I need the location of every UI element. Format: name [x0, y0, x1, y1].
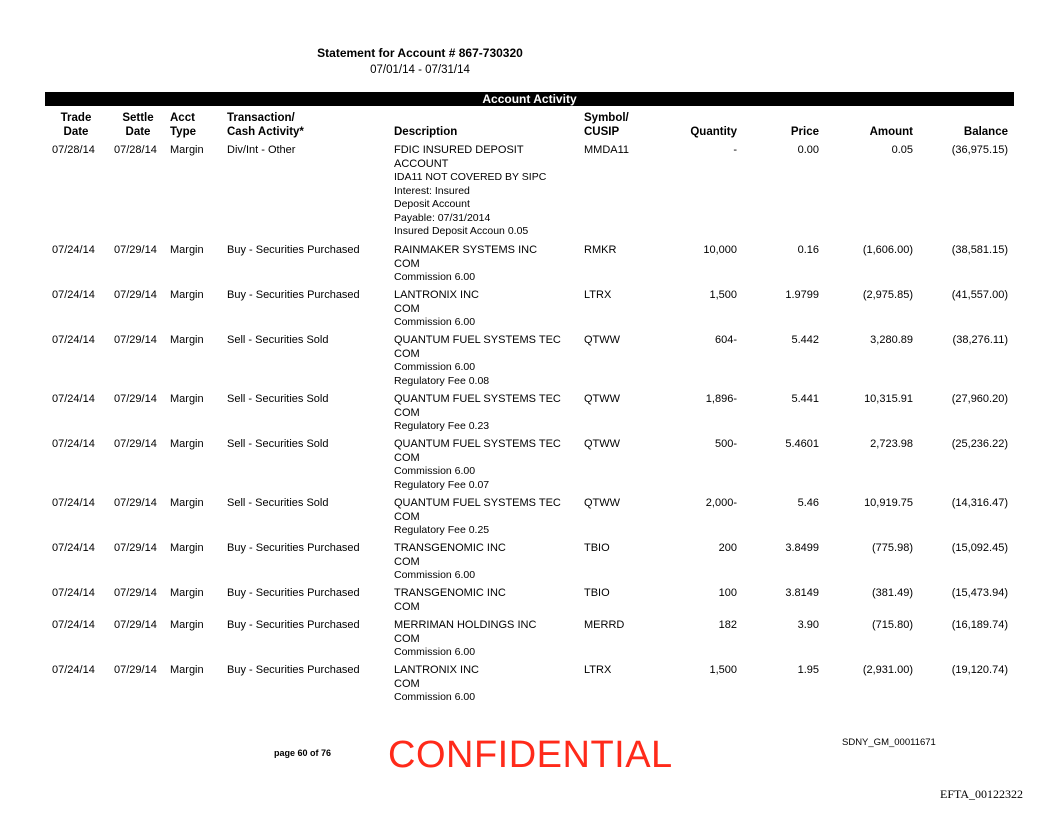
price: 3.90 — [797, 619, 819, 631]
price: 5.46 — [797, 497, 819, 509]
quantity: 500- — [714, 438, 737, 450]
amount: 2,723.98 — [870, 438, 913, 450]
description-line: Regulatory Fee 0.07 — [394, 478, 490, 491]
description — [394, 244, 574, 285]
description — [394, 587, 574, 614]
symbol: TBIO — [584, 542, 610, 554]
statement-title: Statement for Account # 867-730320 — [317, 46, 523, 60]
balance: (15,092.45) — [951, 542, 1008, 554]
symbol: LTRX — [584, 664, 612, 676]
description-line: COM — [394, 677, 420, 690]
settle-date: 07/29/14 — [114, 542, 157, 554]
amount: 10,315.91 — [864, 393, 913, 405]
trade-date: 07/24/14 — [52, 497, 95, 509]
description-line: COM — [394, 510, 420, 523]
symbol: QTWW — [584, 438, 621, 450]
quantity: 200 — [718, 542, 737, 554]
description — [394, 542, 574, 583]
description-line: IDA11 NOT COVERED BY SIPC — [394, 171, 547, 183]
amount: 10,919.75 — [864, 497, 913, 509]
description-line: Commission 6.00 — [394, 361, 476, 373]
balance: (16,189.74) — [951, 619, 1008, 631]
symbol: MERRD — [584, 619, 625, 631]
price: 0.00 — [797, 144, 819, 156]
settle-date: 07/29/14 — [114, 587, 157, 599]
settle-date: 07/28/14 — [114, 144, 157, 156]
transaction-type: Buy - Securities Purchased — [227, 542, 360, 554]
symbol: RMKR — [584, 244, 617, 256]
acct-type: Margin — [170, 542, 204, 554]
balance: (27,960.20) — [951, 393, 1008, 405]
description-line: COM — [394, 257, 420, 270]
statement-period: 07/01/14 - 07/31/14 — [370, 64, 470, 76]
price: 0.16 — [797, 244, 819, 256]
page-number: page 60 of 76 — [274, 748, 332, 758]
acct-type: Margin — [170, 289, 204, 301]
amount: (715.80) — [872, 619, 913, 631]
quantity: 182 — [718, 619, 737, 631]
trade-date: 07/24/14 — [52, 664, 95, 676]
description-line: Regulatory Fee 0.25 — [394, 524, 490, 536]
acct-type: Margin — [170, 664, 204, 676]
description-line: COM — [394, 600, 420, 613]
description-line: LANTRONIX INC — [394, 289, 479, 301]
description-line: COM — [394, 406, 420, 419]
col-quantity: Quantity — [690, 126, 737, 138]
description-line: Commission 6.00 — [394, 316, 476, 328]
balance: (38,581.15) — [951, 244, 1008, 256]
description-line: TRANSGENOMIC INC — [394, 542, 506, 554]
balance: (36,975.15) — [951, 144, 1008, 156]
description-line: QUANTUM FUEL SYSTEMS TEC — [394, 393, 561, 405]
description-line: Deposit Account — [394, 198, 470, 210]
price: 5.4601 — [785, 438, 819, 450]
acct-type: Margin — [170, 587, 204, 599]
trade-date: 07/24/14 — [52, 334, 95, 346]
transaction-type: Div/Int - Other — [227, 144, 296, 156]
acct-type: Margin — [170, 244, 204, 256]
col-symbol: Symbol/ CUSIP — [584, 112, 629, 138]
col-description: Description — [394, 126, 458, 138]
description-line: QUANTUM FUEL SYSTEMS TEC — [394, 334, 561, 346]
description — [394, 289, 574, 330]
col-amount: Amount — [869, 126, 913, 138]
quantity: 100 — [718, 587, 737, 599]
description-line: COM — [394, 347, 420, 360]
description-line: Payable: 07/31/2014 — [394, 211, 491, 224]
description — [394, 664, 574, 705]
description-line: QUANTUM FUEL SYSTEMS TEC — [394, 438, 561, 450]
acct-type: Margin — [170, 438, 204, 450]
quantity: 1,500 — [709, 289, 737, 301]
trade-date: 07/24/14 — [52, 393, 95, 405]
settle-date: 07/29/14 — [114, 497, 157, 509]
description-line: Insured Deposit Accoun 0.05 — [394, 225, 529, 237]
description-line: LANTRONIX INC — [394, 664, 479, 676]
balance: (38,276.11) — [952, 334, 1008, 346]
amount: (381.49) — [872, 587, 913, 599]
description-line: COM — [394, 632, 420, 645]
description — [394, 619, 574, 660]
trade-date: 07/24/14 — [52, 587, 95, 599]
settle-date: 07/29/14 — [114, 438, 157, 450]
description — [394, 144, 574, 239]
symbol: QTWW — [584, 497, 621, 509]
amount: 3,280.89 — [870, 334, 913, 346]
price: 1.95 — [797, 664, 819, 676]
description — [394, 497, 574, 538]
trade-date: 07/28/14 — [52, 144, 95, 156]
description-line: MERRIMAN HOLDINGS INC — [394, 619, 537, 631]
balance: (25,236.22) — [951, 438, 1008, 450]
acct-type: Margin — [170, 334, 204, 346]
col-price: Price — [790, 126, 819, 138]
quantity: 10,000 — [703, 244, 737, 256]
description-line: Interest: Insured — [394, 184, 470, 197]
quantity: 2,000- — [705, 497, 737, 509]
trade-date: 07/24/14 — [52, 438, 95, 450]
description-line: COM — [394, 451, 420, 464]
transaction-type: Buy - Securities Purchased — [227, 619, 360, 631]
settle-date: 07/29/14 — [114, 289, 157, 301]
amount: (2,931.00) — [862, 664, 913, 676]
description-line: Regulatory Fee 0.08 — [394, 374, 490, 387]
balance: (14,316.47) — [951, 497, 1008, 509]
account-activity-header: Account Activity — [45, 92, 1014, 106]
description-line: Commission 6.00 — [394, 646, 476, 658]
balance: (19,120.74) — [951, 664, 1008, 676]
description — [394, 393, 574, 434]
col-transaction: Transaction/ Cash Activity* — [227, 112, 304, 138]
settle-date: 07/29/14 — [114, 334, 157, 346]
acct-type: Margin — [170, 144, 204, 156]
efta-number: EFTA_00122322 — [940, 787, 1024, 801]
quantity: 604- — [714, 334, 737, 346]
confidential-stamp: CONFIDENTIAL — [388, 734, 673, 776]
description-line: Regulatory Fee 0.23 — [394, 420, 490, 432]
col-acct-type: Acct Type — [170, 112, 196, 138]
transaction-type: Buy - Securities Purchased — [227, 587, 360, 599]
transaction-type: Sell - Securities Sold — [227, 334, 329, 346]
price: 3.8149 — [785, 587, 819, 599]
symbol: MMDA11 — [584, 144, 630, 156]
description-line: Commission 6.00 — [394, 271, 476, 283]
transaction-type: Buy - Securities Purchased — [227, 664, 360, 676]
trade-date: 07/24/14 — [52, 619, 95, 631]
description-line: Commission 6.00 — [394, 465, 476, 477]
price: 3.8499 — [785, 542, 819, 554]
balance: (41,557.00) — [951, 289, 1008, 301]
trade-date: 07/24/14 — [52, 542, 95, 554]
col-settle-date: Settle Date — [122, 112, 154, 138]
description-line: COM — [394, 555, 420, 568]
transaction-type: Sell - Securities Sold — [227, 438, 329, 450]
description-line: RAINMAKER SYSTEMS INC — [394, 244, 538, 256]
description — [394, 334, 574, 388]
symbol: QTWW — [584, 334, 621, 346]
transaction-type: Buy - Securities Purchased — [227, 244, 360, 256]
quantity: 1,500 — [709, 664, 737, 676]
transaction-type: Buy - Securities Purchased — [227, 289, 360, 301]
description-line: Commission 6.00 — [394, 569, 476, 581]
description-line: TRANSGENOMIC INC — [394, 587, 506, 599]
price: 1.9799 — [785, 289, 819, 301]
amount: (775.98) — [872, 542, 913, 554]
acct-type: Margin — [170, 619, 204, 631]
trade-date: 07/24/14 — [52, 244, 95, 256]
price: 5.442 — [791, 334, 819, 346]
description-line: Commission 6.00 — [394, 691, 476, 703]
symbol: LTRX — [584, 289, 612, 301]
balance: (15,473.94) — [951, 587, 1008, 599]
bates-number: SDNY_GM_00011671 — [842, 737, 936, 748]
amount: (2,975.85) — [862, 289, 913, 301]
description-line: QUANTUM FUEL SYSTEMS TEC — [394, 497, 561, 509]
symbol: QTWW — [584, 393, 621, 405]
acct-type: Margin — [170, 393, 204, 405]
col-balance: Balance — [963, 126, 1008, 138]
price: 5.441 — [791, 393, 819, 405]
settle-date: 07/29/14 — [114, 619, 157, 631]
transaction-type: Sell - Securities Sold — [227, 393, 329, 405]
settle-date: 07/29/14 — [114, 244, 157, 256]
symbol: TBIO — [584, 587, 610, 599]
transaction-type: Sell - Securities Sold — [227, 497, 329, 509]
settle-date: 07/29/14 — [114, 393, 157, 405]
description-line: FDIC INSURED DEPOSIT — [394, 144, 524, 156]
acct-type: Margin — [170, 497, 204, 509]
col-trade-date: Trade Date — [60, 112, 92, 138]
amount: (1,606.00) — [862, 244, 913, 256]
trade-date: 07/24/14 — [52, 289, 95, 301]
description-line: COM — [394, 302, 420, 315]
quantity: 1,896- — [705, 393, 737, 405]
description — [394, 438, 574, 492]
quantity: - — [733, 144, 737, 156]
table-header — [0, 111, 1056, 141]
settle-date: 07/29/14 — [114, 664, 157, 676]
amount: 0.05 — [891, 144, 913, 156]
description-line: ACCOUNT — [394, 157, 449, 170]
